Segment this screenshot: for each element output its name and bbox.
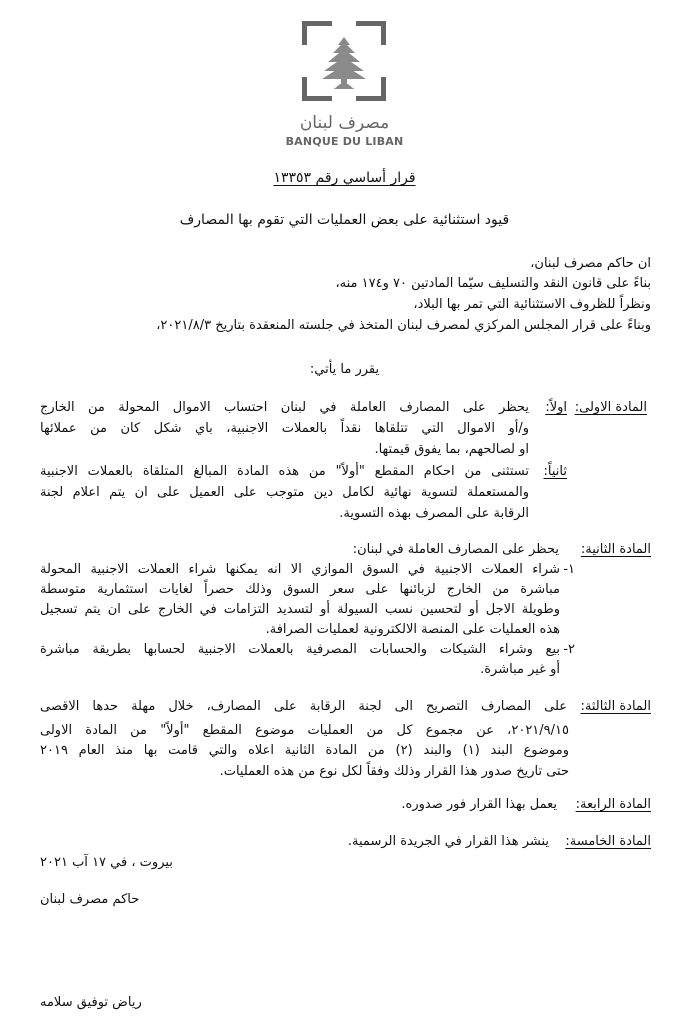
article1-label: المادة الاولى: <box>574 400 647 415</box>
article2-item2-line: بيع وشراء الشيكات والحسابات المصرفية بالعملات الاجنبية لحسابها بطريقة مباشرة <box>40 642 560 657</box>
article2-item2-number: ٢- <box>563 642 575 657</box>
decision-subtitle: قيود استثنائية على بعض العمليات التي تقوم بها المصارف <box>179 212 510 228</box>
article1-line: الرقابة على المصرف بهذه التسوية. <box>339 506 529 521</box>
signatory-title: حاكم مصرف لبنان <box>40 892 140 907</box>
article3-line: حتى تاريخ صدور هذا القرار وذلك وفقاً لكل نوع من هذه العمليات. <box>219 764 569 779</box>
signatory-name: رياض توفيق سلامه <box>40 995 142 1010</box>
article1-line: او لصالحهم، بما يفوق قيمتها. <box>374 442 529 457</box>
preamble-line: بناءً على قانون النقد والتسليف سيّما المادتين ٧٠ و١٧٤ منه، <box>335 276 651 291</box>
article1-line: يحظر على المصارف العاملة في لبنان احتساب الاموال المحولة من الخارج <box>40 400 529 415</box>
article2-item1-line: مباشرة من الخارج لزبائنها على سعر السوق وذلك حصراً لغايات استثمارية متوسطة <box>40 582 560 597</box>
article3-label: المادة الثالثة: <box>580 699 651 714</box>
preamble-line: ونظراً للظروف الاستثنائية التي تمر بها البلاد، <box>413 297 651 312</box>
article2-item1-line: شراء العملات الاجنبية في السوق الموازي الا انه يمكنها شراء العملات الاجنبية المحولة <box>40 562 560 577</box>
preamble-line: وبناءً على قرار المجلس المركزي لمصرف لبنان المتخذ في جلسته المنعقدة بتاريخ ٢٠٢١/٨/٣، <box>156 318 651 333</box>
article1-first-label: اولاً: <box>545 400 567 415</box>
article2-item1-line: هذه العمليات على المنصة الالكترونية لعمليات الصرافة. <box>265 622 560 637</box>
article2-label: المادة الثانية: <box>580 542 651 557</box>
decision-title: قرار أساسي رقم ١٣٣٥٣ <box>273 170 416 186</box>
article4-label: المادة الرابعة: <box>575 797 651 812</box>
article1-line: والمستعملة لتسوية نهائية لكامل دين متوجب على العميل على ان يتم اعلام لجنة <box>40 485 529 500</box>
article5-text: ينشر هذا القرار في الجريدة الرسمية. <box>347 834 549 849</box>
decides-heading: يقرر ما يأتي: <box>309 362 380 377</box>
article1-line: و/أو الاموال التي تتلقاها نقداً بالعملات الاجنبية، باي شكل كان من عملائها <box>40 421 529 436</box>
article1-second-label: ثانياً: <box>543 464 567 479</box>
article2-intro: يحظر على المصارف العاملة في لبنان: <box>352 542 559 557</box>
article4-text: يعمل بهذا القرار فور صدوره. <box>401 797 557 812</box>
article3-line: على المصارف التصريح الى لجنة الرقابة على المصارف، خلال مهلة حدها الاقصى <box>40 699 567 714</box>
article1-line: تستثنى من احكام المقطع "أولاً" من هذه المادة المبالغ المتلقاة بالعملات الاجنبية <box>40 464 529 479</box>
article5-label: المادة الخامسة: <box>565 834 651 849</box>
place-date: بيروت ، في ١٧ آب ٢٠٢١ <box>40 855 173 870</box>
article2-item2-line: أو غير مباشرة. <box>480 662 560 677</box>
article3-line: وموضوع البند (١) والبند (٢) من المادة الثانية اعلاه والتي قامت بها منذ العام ٢٠١٩ <box>40 743 569 758</box>
preamble-line: ان حاكم مصرف لبنان، <box>530 256 651 271</box>
logo-arabic-text: مصرف لبنان <box>299 113 390 133</box>
article2-item1-number: ١- <box>563 562 575 577</box>
article3-line: ٢٠٢١/٩/١٥، عن مجموع كل من العمليات موضوع المقطع "أولاً" من المادة الاولى <box>40 723 569 738</box>
logo-latin-text: BANQUE DU LIBAN <box>285 135 404 148</box>
banque-du-liban-logo-cedar-icon <box>302 21 386 101</box>
article2-item1-line: وطويلة الاجل أو لتحسين نسب السيولة أو لتسديد التزامات في الخارج على ان يتم تسجيل <box>40 602 560 617</box>
